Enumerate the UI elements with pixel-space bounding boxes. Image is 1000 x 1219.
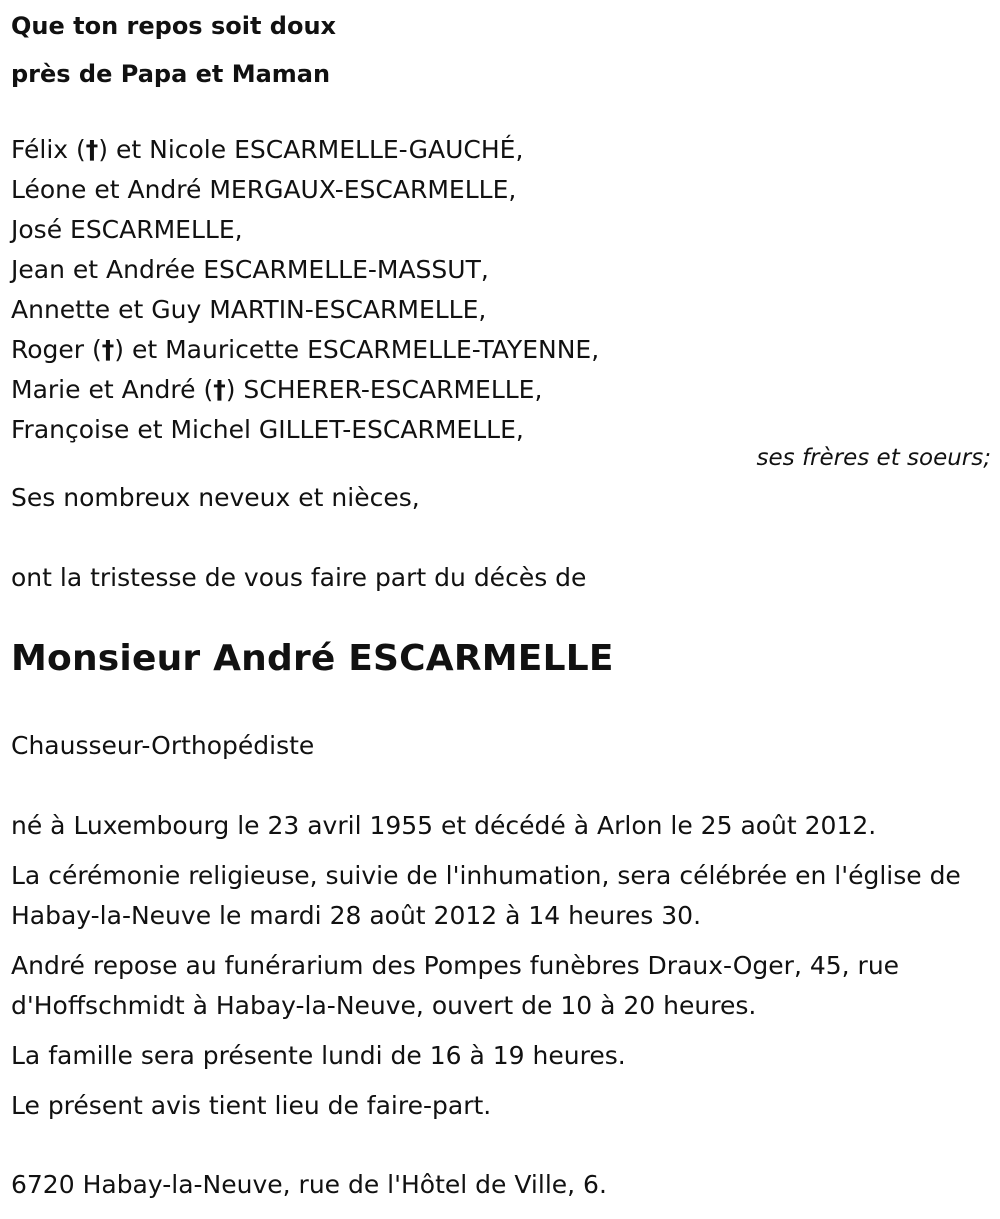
family-member (11, 130, 991, 170)
notice-line: Le présent avis tient lieu de faire-part. (11, 1091, 492, 1120)
family-member-name-before: Roger ( (11, 335, 102, 364)
family-list (11, 130, 991, 450)
epigraph-line-2: près de Papa et Maman (11, 60, 331, 88)
announcement: ont la tristesse de vous faire part du décès de (11, 563, 587, 592)
funerarium-info: André repose au funérarium des Pompes funèbres Draux-Oger, 45, rue d'Hoffschmidt à Habay-la-Neuve, ouvert de 10 à 20 heures. (11, 951, 900, 1020)
epigraph-line-1: Que ton repos soit doux (11, 12, 337, 40)
family-member-name-before: Félix ( (11, 135, 86, 164)
family-member-name-after: ) et Nicole ESCARMELLE-GAUCHÉ, (98, 135, 524, 164)
family-member: Léone et André MERGAUX-ESCARMELLE, (11, 175, 517, 204)
family-member: Jean et Andrée ESCARMELLE-MASSUT, (11, 255, 489, 284)
obituary-notice (11, 0, 991, 1199)
family-member (11, 330, 991, 370)
birth-death-dates: né à Luxembourg le 23 avril 1955 et décédé à Arlon le 25 août 2012. (11, 811, 877, 840)
family-member: Françoise et Michel GILLET-ESCARMELLE, (11, 415, 524, 444)
epigraph (11, 2, 991, 98)
nephews-line: Ses nombreux neveux et nièces, (11, 483, 420, 512)
ceremony-info: La cérémonie religieuse, suivie de l'inhumation, sera célébrée en l'église de Habay-la-Neuve le mardi 28 août 2012 à 14 heures 30. (11, 861, 961, 930)
family-member: Annette et Guy MARTIN-ESCARMELLE, (11, 295, 487, 324)
siblings-relation: ses frères et soeurs; (756, 445, 991, 471)
family-member: José ESCARMELLE, (11, 215, 243, 244)
cross-icon: † (101, 335, 115, 364)
family-member-name-before: Marie et André ( (11, 375, 214, 404)
family-member-name-after: ) SCHERER-ESCARMELLE, (225, 375, 543, 404)
family-member-name-after: ) et Mauricette ESCARMELLE-TAYENNE, (114, 335, 600, 364)
family-presence: La famille sera présente lundi de 16 à 19 heures. (11, 1041, 626, 1070)
family-member (11, 370, 991, 410)
cross-icon: † (85, 135, 99, 164)
deceased-name: Monsieur André ESCARMELLE (11, 638, 614, 679)
deceased-profession: Chausseur-Orthopédiste (11, 731, 315, 760)
family-address: 6720 Habay-la-Neuve, rue de l'Hôtel de Ville, 6. (11, 1170, 607, 1199)
cross-icon: † (213, 375, 226, 404)
funeral-details (11, 806, 986, 1136)
